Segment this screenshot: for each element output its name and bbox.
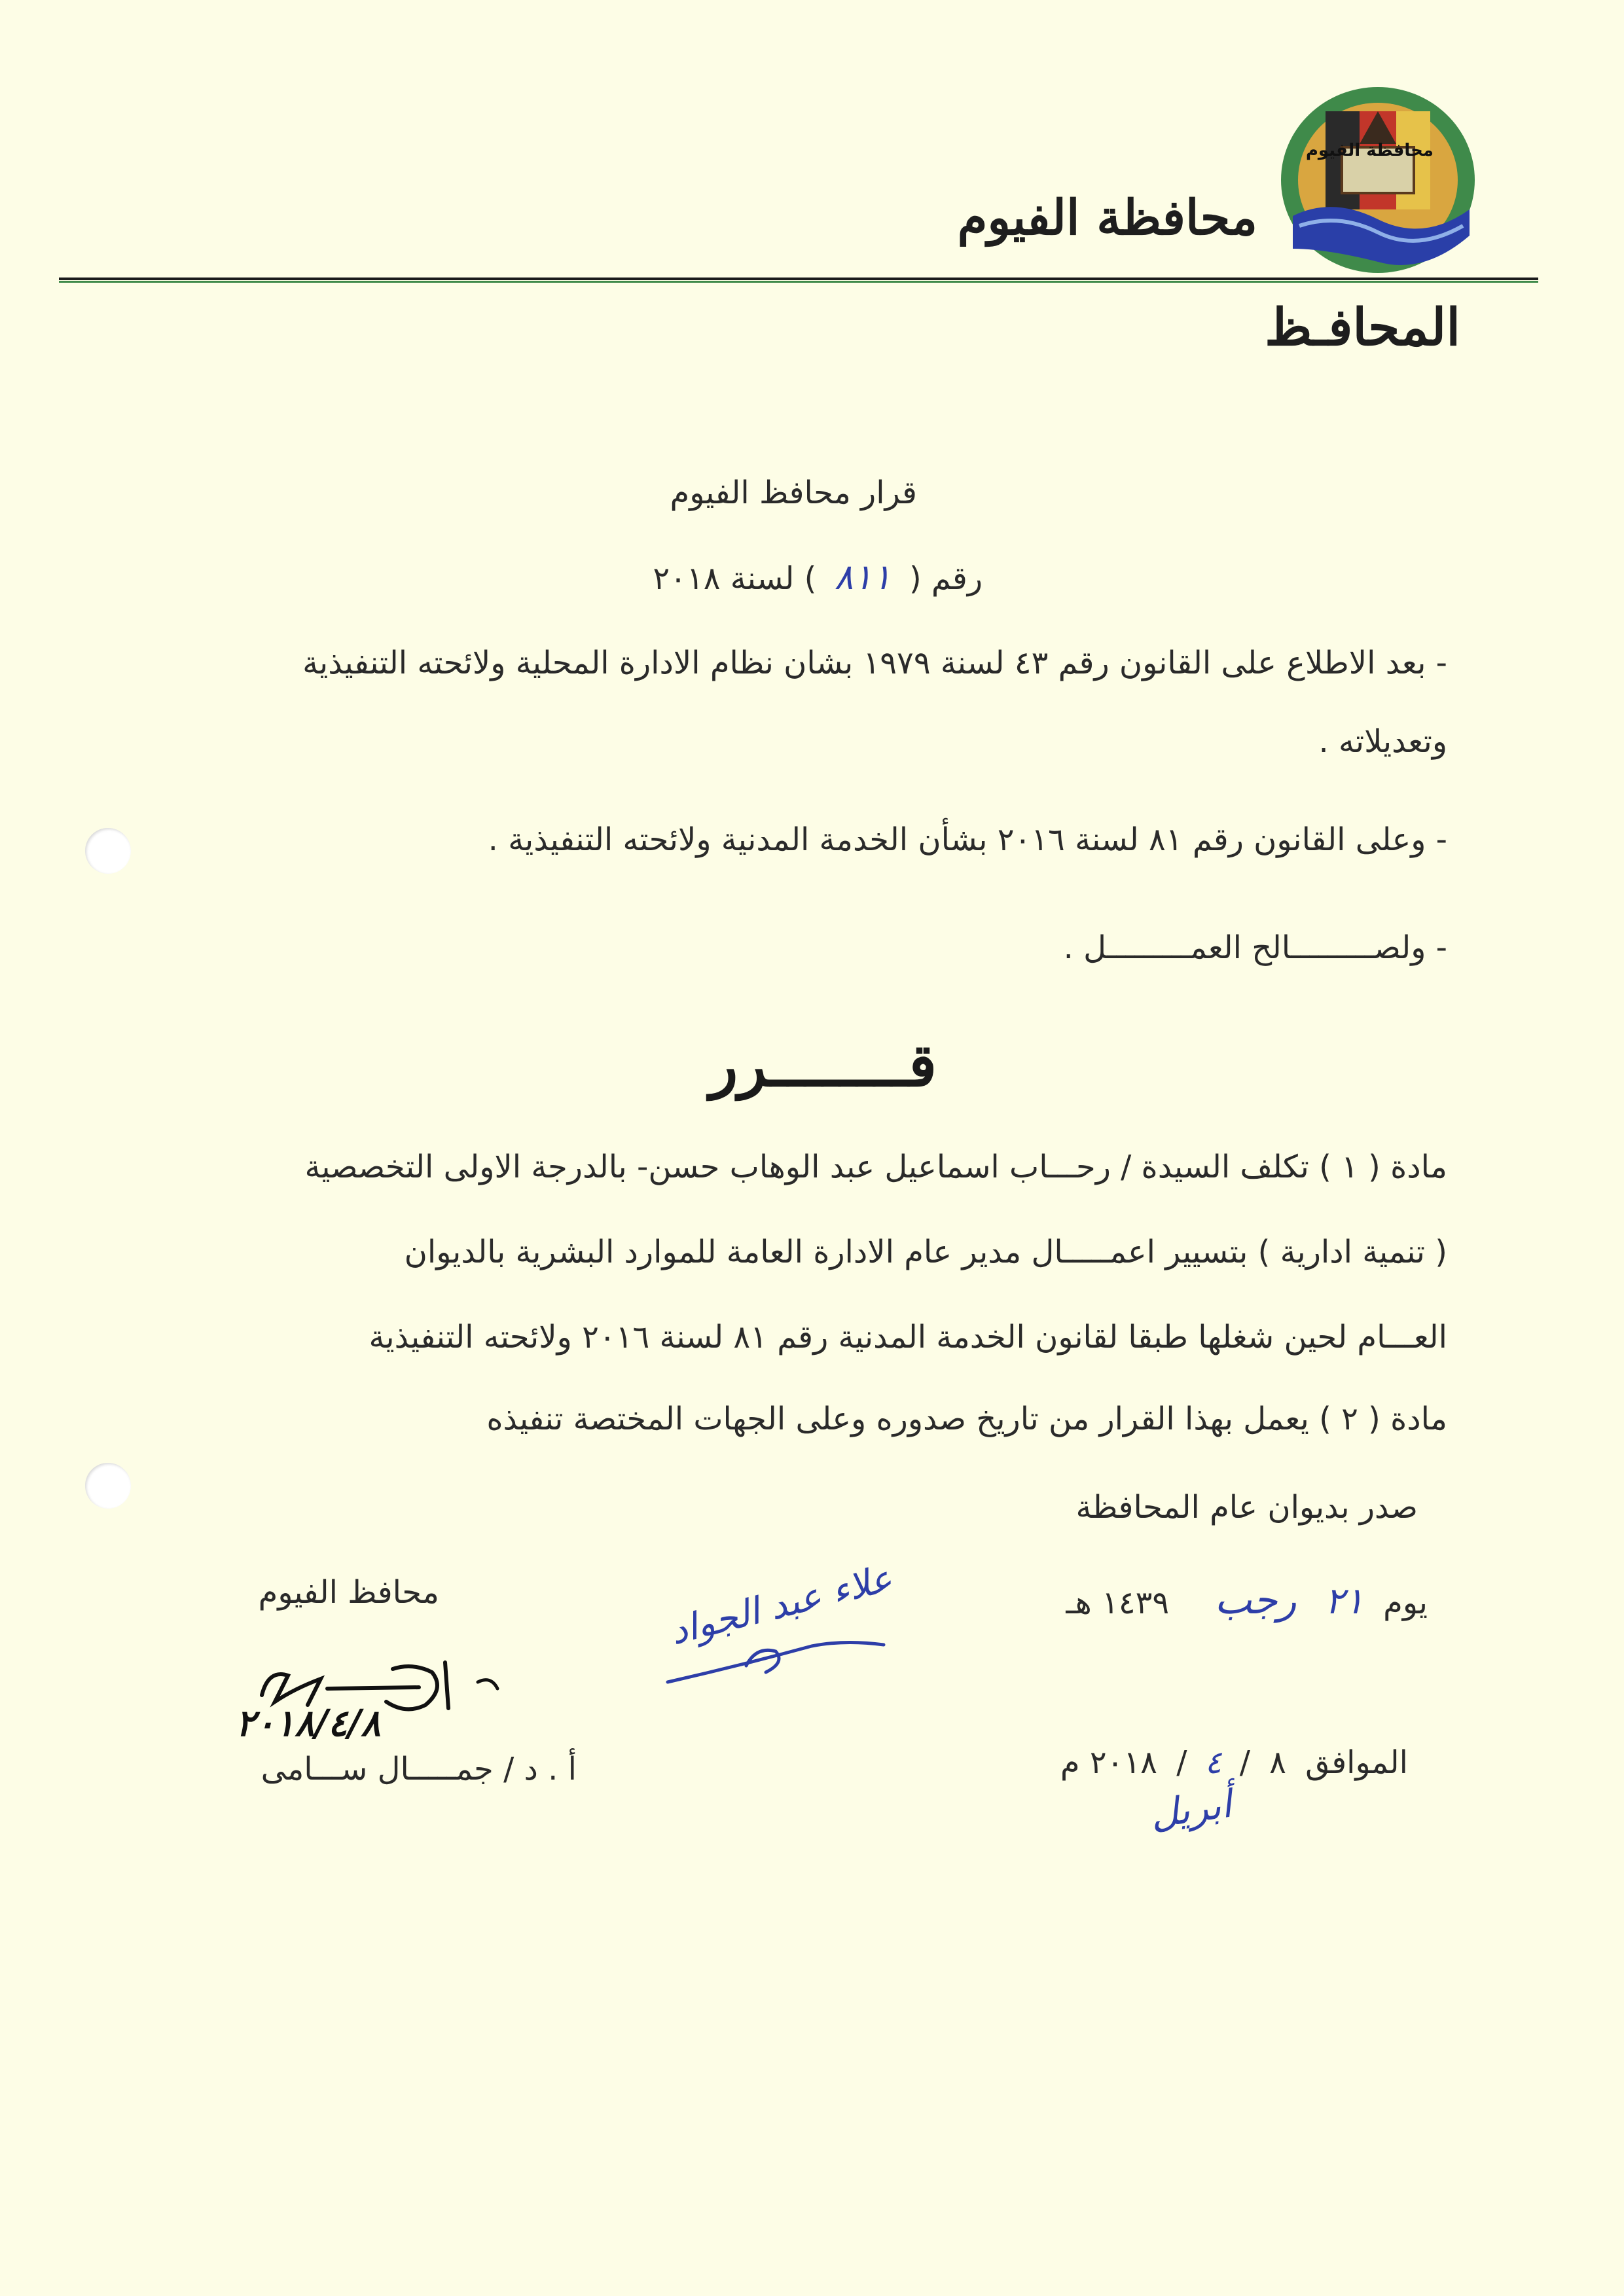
hijri-day-handwritten: ٢١ [1324,1580,1364,1623]
governorate-title: محافظة الفيوم [957,190,1257,246]
gregorian-year: ٢٠١٨ م [1060,1744,1157,1781]
decides-heading: قــــــــرر [709,1031,937,1100]
hijri-label: يوم [1383,1585,1428,1621]
decision-number-suffix: ) لسنة ٢٠١٨ [653,560,817,597]
gregorian-date: الموافق ٨ / ٤ / ٢٠١٨ م [1051,1744,1408,1781]
hijri-month-handwritten: رجب [1214,1577,1297,1623]
gregorian-day: ٨ [1269,1744,1286,1781]
decision-number-handwritten: ٨١١ [834,556,892,598]
gregorian-month: ٤ [1204,1744,1222,1781]
article-line: العـــام لحين شغلها طبقا لقانون الخدمة المدنية رقم ٨١ لسنة ٢٠١٦ ولائحته التنفيذية [369,1319,1447,1355]
hijri-date [1066,1577,1428,1623]
preamble-line: - وعلى القانون رقم ٨١ لسنة ٢٠١٦ بشأن الخدمة المدنية ولائحته التنفيذية . [488,821,1447,858]
gregorian-label: الموافق [1305,1744,1408,1781]
signatory-name: أ . د / جمـــــال ســـامى [261,1751,577,1787]
article-line: مادة ( ٢ ) يعمل بهذا القرار من تاريخ صدوره وعلى الجهات المختصة تنفيذه [486,1401,1447,1437]
article-line: ( تنمية ادارية ) بتسيير اعمـــــال مدير عام الادارة العامة للموارد البشرية بالديوان [404,1234,1447,1270]
initial-signature-text: علاء عبد الجواد [666,1557,897,1653]
punch-hole [85,828,131,874]
punch-hole [85,1463,131,1509]
preamble-line: وتعديلاته . [1318,723,1447,760]
signatory-title: محافظ الفيوم [258,1574,439,1611]
office-label: المحافـظ [1265,298,1460,357]
preamble-line: - ولصـــــــــالح العمـــــــــل . [1063,929,1447,966]
decision-title: قرار محافظ الفيوم [670,475,917,511]
gregorian-month-handwritten: أبريل [1147,1781,1235,1837]
preamble-line: - بعد الاطلاع على القانون رقم ٤٣ لسنة ١٩٧٩ بشان نظام الادارة المحلية ولائحته التنفيذية [302,645,1447,681]
header-rule-green [59,281,1538,283]
logo-text: محافظة الفيوم [1305,141,1434,160]
signature-date: ٢٠١٨/٤/٨ [236,1702,381,1745]
governorate-logo [1280,85,1476,275]
article-line: مادة ( ١ ) تكلف السيدة / رحـــاب اسماعيل عبد الوهاب حسن- بالدرجة الاولى التخصصية [304,1149,1447,1185]
hijri-year: ١٤٣٩ هـ [1066,1585,1170,1621]
header-rule [59,278,1538,280]
decision-number-prefix: رقم ( [909,560,983,597]
issued-line: صدر بديوان عام المحافظة [1075,1489,1418,1526]
decision-number-line [653,556,983,598]
